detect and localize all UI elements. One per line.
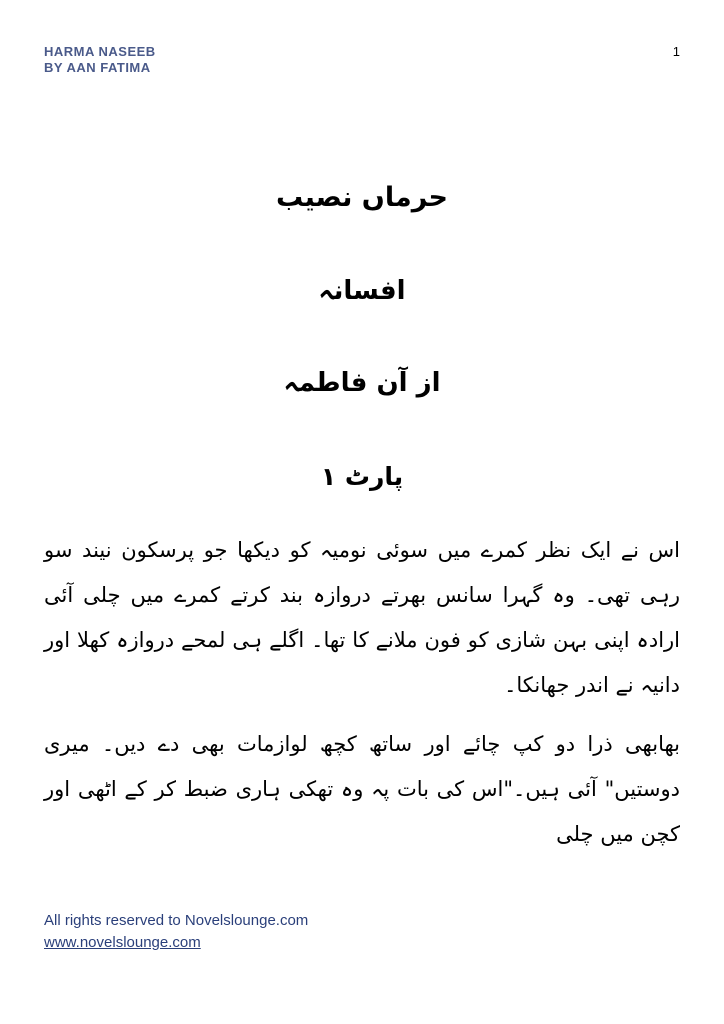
footer-website-link[interactable]: www.novelslounge.com — [44, 934, 201, 951]
paragraph-2: بھابھی ذرا دو کپ چائے اور ساتھ کچھ لوازمات بھی دے دیں۔ میری دوستیں" آئی ہیں۔"اس کی بات پہ وہ تھکی ہاری ضبط کر کے اٹھی اور کچن میں چلی — [44, 732, 680, 846]
footer-rights: All rights reserved to Novelslounge.com — [44, 912, 309, 929]
running-header — [44, 44, 156, 76]
header-author: BY AAN FATIMA — [44, 60, 151, 75]
page-footer — [44, 910, 308, 954]
story-body — [44, 528, 680, 857]
story-author: از آن فاطمہ — [283, 368, 441, 398]
paragraph-1: اس نے ایک نظر کمرے میں سوئی نومیہ کو دیکھا جو پرسکون نیند سو رہی تھی۔ وہ گہرا سانس بھرتے دروازہ بند کرتے کمرے میں چلی آئی ارادہ اپنی بہن شازی کو فون ملانے کا تھا۔ اگلے ہی لمحے دروازہ کھلا اور دانیہ نے اندر جھانکا۔ — [44, 538, 680, 697]
story-genre: افسانہ — [318, 276, 406, 306]
part-heading: پارٹ ۱ — [320, 462, 404, 491]
page-number: 1 — [672, 44, 680, 59]
story-title: حرماں نصیب — [276, 182, 448, 213]
header-title: HARMA NASEEB — [44, 44, 156, 59]
